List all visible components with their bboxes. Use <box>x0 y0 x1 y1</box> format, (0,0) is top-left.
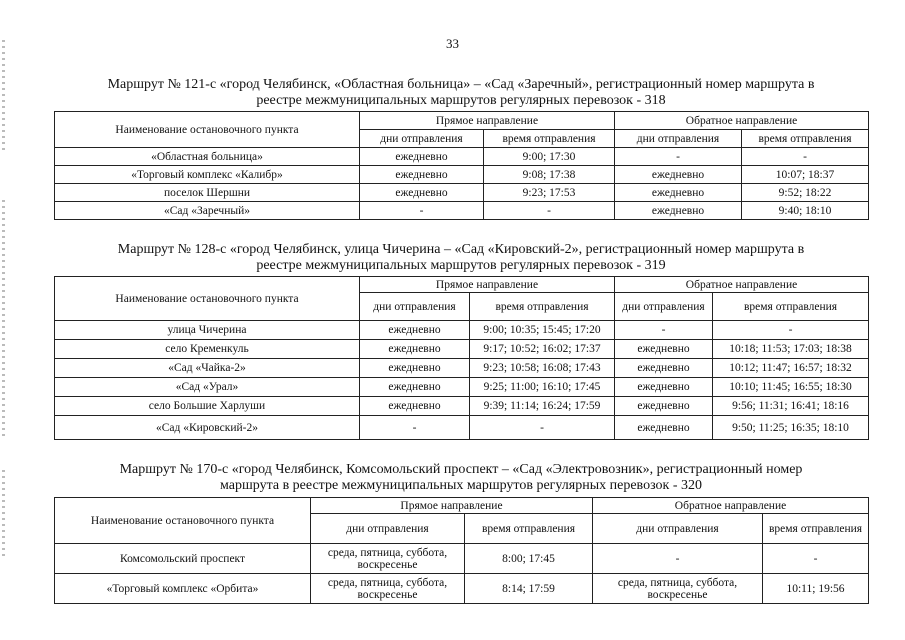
forward-days-cell: ежедневно <box>360 148 484 166</box>
table-row <box>55 202 869 220</box>
forward-time-cell: - <box>470 416 615 440</box>
backward-time-cell: 10:18; 11:53; 17:03; 18:38 <box>713 340 869 359</box>
backward-days-cell: ежедневно <box>615 416 713 440</box>
forward-days-cell: ежедневно <box>360 359 470 378</box>
stop-name-cell: «Торговый комплекс «Орбита» <box>55 574 311 604</box>
forward-days-cell: ежедневно <box>360 166 484 184</box>
stop-name-cell: «Сад «Заречный» <box>55 202 360 220</box>
forward-days-cell: ежедневно <box>360 378 470 397</box>
backward-days-cell: - <box>615 321 713 340</box>
header-days: дни отправления <box>593 514 763 544</box>
stop-name-cell: улица Чичерина <box>55 321 360 340</box>
forward-time-cell: 9:00; 10:35; 15:45; 17:20 <box>470 321 615 340</box>
stop-name-cell: «Сад «Кировский-2» <box>55 416 360 440</box>
route-title <box>66 462 856 494</box>
route-title <box>66 77 856 109</box>
forward-time-cell: 9:08; 17:38 <box>484 166 615 184</box>
forward-time-cell: - <box>484 202 615 220</box>
backward-days-cell: ежедневно <box>615 359 713 378</box>
route-title-line2: реестре межмуниципальных маршрутов регулярных перевозок - 318 <box>256 93 666 108</box>
forward-time-cell: 9:39; 11:14; 16:24; 17:59 <box>470 397 615 416</box>
table-row <box>55 378 869 397</box>
backward-time-cell: 9:50; 11:25; 16:35; 18:10 <box>713 416 869 440</box>
forward-days-cell: ежедневно <box>360 397 470 416</box>
header-time: время отправления <box>713 293 869 321</box>
header-backward: Обратное направление <box>615 277 869 293</box>
header-time: время отправления <box>465 514 593 544</box>
table-row <box>55 359 869 378</box>
backward-days-cell: ежедневно <box>615 202 742 220</box>
backward-days-cell: - <box>593 544 763 574</box>
backward-time-cell: - <box>763 544 869 574</box>
backward-days-cell: ежедневно <box>615 397 713 416</box>
stop-name-cell: «Сад «Урал» <box>55 378 360 397</box>
table-row <box>55 184 869 202</box>
table-row <box>55 148 869 166</box>
header-days: дни отправления <box>360 293 470 321</box>
header-time: время отправления <box>763 514 869 544</box>
page-number: 33 <box>446 36 459 51</box>
forward-time-cell: 8:00; 17:45 <box>465 544 593 574</box>
route-title <box>66 242 856 274</box>
table-row <box>55 321 869 340</box>
schedule-table <box>54 497 869 604</box>
backward-time-cell: 10:10; 11:45; 16:55; 18:30 <box>713 378 869 397</box>
header-backward: Обратное направление <box>615 112 869 130</box>
backward-time-cell: 10:07; 18:37 <box>742 166 869 184</box>
stop-name-cell: село Кременкуль <box>55 340 360 359</box>
route-title-line2: реестре межмуниципальных маршрутов регулярных перевозок - 319 <box>256 258 666 273</box>
route-title-line1: Маршрут № 170-с «город Челябинск, Комсомольский проспект – «Сад «Электровозник», регистрационный номер <box>119 462 803 477</box>
stop-name-cell: «Сад «Чайка-2» <box>55 359 360 378</box>
header-stop-name: Наименование остановочного пункта <box>55 498 311 544</box>
forward-days-cell: среда, пятница, суббота, воскресенье <box>311 544 465 574</box>
header-time: время отправления <box>484 130 615 148</box>
forward-time-cell: 9:00; 17:30 <box>484 148 615 166</box>
stop-name-cell: село Большие Харлуши <box>55 397 360 416</box>
backward-time-cell: - <box>742 148 869 166</box>
schedule-table <box>54 276 869 440</box>
schedule-table <box>54 111 869 220</box>
forward-days-cell: среда, пятница, суббота, воскресенье <box>311 574 465 604</box>
header-time: время отправления <box>742 130 869 148</box>
stop-name-cell: Комсомольский проспект <box>55 544 311 574</box>
forward-time-cell: 9:17; 10:52; 16:02; 17:37 <box>470 340 615 359</box>
backward-days-cell: ежедневно <box>615 340 713 359</box>
stop-name-cell: «Торговый комплекс «Калибр» <box>55 166 360 184</box>
forward-days-cell: - <box>360 202 484 220</box>
backward-time-cell: 9:40; 18:10 <box>742 202 869 220</box>
backward-days-cell: - <box>615 148 742 166</box>
backward-time-cell: 9:52; 18:22 <box>742 184 869 202</box>
header-forward: Прямое направление <box>311 498 593 514</box>
table-row <box>55 416 869 440</box>
header-days: дни отправления <box>360 130 484 148</box>
table-row <box>55 397 869 416</box>
forward-time-cell: 9:25; 11:00; 16:10; 17:45 <box>470 378 615 397</box>
header-stop-name: Наименование остановочного пункта <box>55 112 360 148</box>
forward-days-cell: ежедневно <box>360 340 470 359</box>
table-row <box>55 544 869 574</box>
forward-days-cell: - <box>360 416 470 440</box>
backward-days-cell: ежедневно <box>615 166 742 184</box>
header-stop-name: Наименование остановочного пункта <box>55 277 360 321</box>
table-row <box>55 166 869 184</box>
header-days: дни отправления <box>311 514 465 544</box>
backward-time-cell: 9:56; 11:31; 16:41; 18:16 <box>713 397 869 416</box>
backward-time-cell: 10:12; 11:47; 16:57; 18:32 <box>713 359 869 378</box>
route-title-line1: Маршрут № 121-с «город Челябинск, «Областная больница» – «Сад «Заречный», регистрационный номер маршрута в <box>107 77 815 92</box>
header-forward: Прямое направление <box>360 112 615 130</box>
header-time: время отправления <box>470 293 615 321</box>
route-title-line1: Маршрут № 128-с «город Челябинск, улица Чичерина – «Сад «Кировский-2», регистрационный номер маршрута в <box>117 242 805 257</box>
stop-name-cell: поселок Шершни <box>55 184 360 202</box>
backward-time-cell: - <box>713 321 869 340</box>
forward-days-cell: ежедневно <box>360 321 470 340</box>
route-title-line2: маршрута в реестре межмуниципальных маршрутов регулярных перевозок - 320 <box>220 478 702 493</box>
backward-days-cell: ежедневно <box>615 378 713 397</box>
header-days: дни отправления <box>615 293 713 321</box>
backward-days-cell: ежедневно <box>615 184 742 202</box>
forward-time-cell: 9:23; 17:53 <box>484 184 615 202</box>
header-forward: Прямое направление <box>360 277 615 293</box>
forward-time-cell: 9:23; 10:58; 16:08; 17:43 <box>470 359 615 378</box>
forward-time-cell: 8:14; 17:59 <box>465 574 593 604</box>
table-row <box>55 574 869 604</box>
forward-days-cell: ежедневно <box>360 184 484 202</box>
backward-days-cell: среда, пятница, суббота, воскресенье <box>593 574 763 604</box>
backward-time-cell: 10:11; 19:56 <box>763 574 869 604</box>
stop-name-cell: «Областная больница» <box>55 148 360 166</box>
header-backward: Обратное направление <box>593 498 869 514</box>
table-row <box>55 340 869 359</box>
header-days: дни отправления <box>615 130 742 148</box>
